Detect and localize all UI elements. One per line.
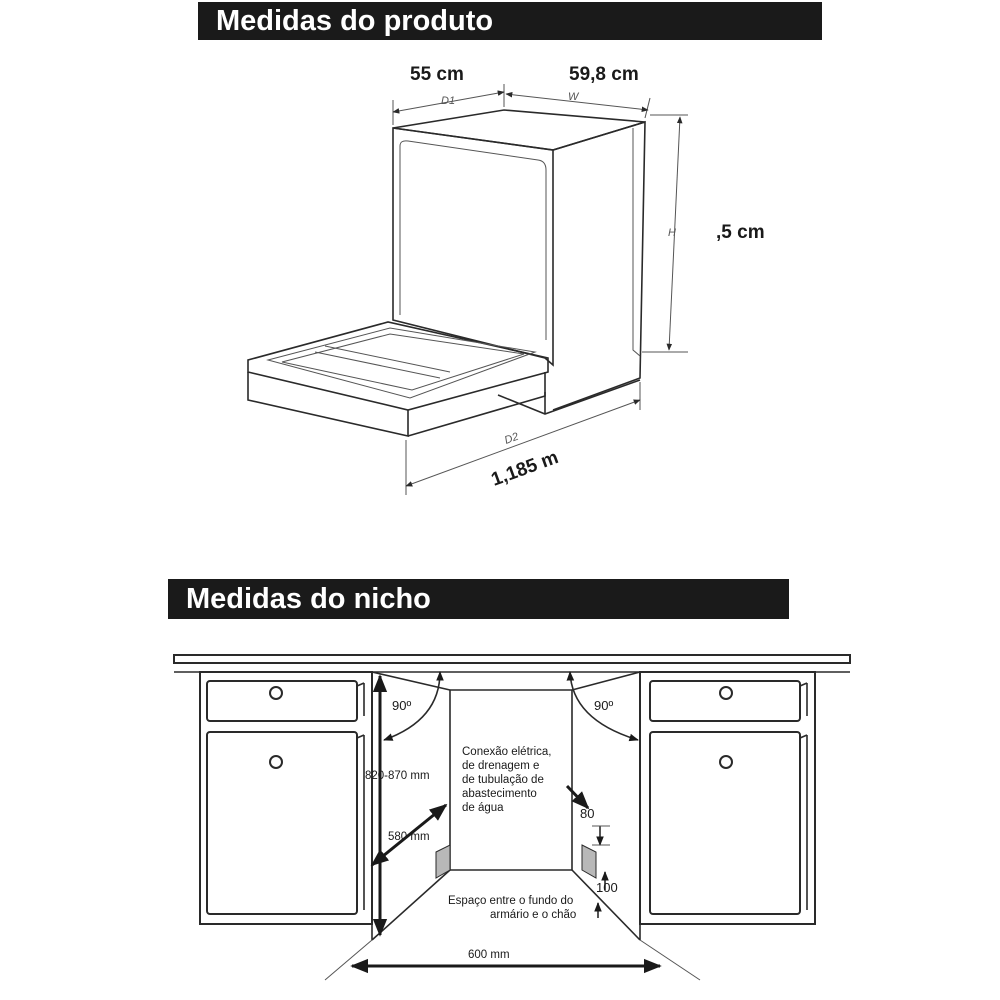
countertop xyxy=(174,655,850,672)
right-cabinet xyxy=(640,672,815,924)
product-measurements-title: Medidas do produto xyxy=(216,4,494,37)
depth-open-tag: D2 xyxy=(502,430,521,447)
angle-left-label: 90º xyxy=(392,698,412,713)
svg-text:de tubulação de: de tubulação de xyxy=(462,774,544,786)
svg-text:abastecimento: abastecimento xyxy=(462,788,537,800)
connection-pointer xyxy=(567,786,588,808)
depth-closed-value: 55 cm xyxy=(410,64,464,85)
svg-text:armário e o chão: armário e o chão xyxy=(490,909,577,921)
svg-text:Espaço entre o fundo do: Espaço entre o fundo do xyxy=(448,895,574,907)
height-value: ,5 cm xyxy=(716,222,765,243)
angle-right-label: 90º xyxy=(594,698,614,713)
left-cabinet xyxy=(200,672,372,924)
height-tag: H xyxy=(668,227,676,239)
niche-measurements-title: Medidas do nicho xyxy=(186,582,431,615)
svg-text:de drenagem e: de drenagem e xyxy=(462,760,540,772)
svg-text:Conexão elétrica,: Conexão elétrica, xyxy=(462,746,552,758)
width-tag: W xyxy=(568,91,579,103)
clearance-80-label: 80 xyxy=(580,806,595,821)
niche-depth-label: 580 mm xyxy=(388,831,430,843)
gap-note xyxy=(448,895,576,921)
svg-text:de água: de água xyxy=(462,802,504,814)
depth-open-value: 1,185 m xyxy=(488,447,562,491)
clearance-100-label: 100 xyxy=(596,880,618,895)
depth-closed-tag: D1 xyxy=(441,95,456,107)
niche-height-label: 820-870 mm xyxy=(365,770,430,782)
niche-width-label: 600 mm xyxy=(468,949,510,961)
width-value: 59,8 cm xyxy=(569,64,639,85)
connection-note xyxy=(462,746,552,814)
